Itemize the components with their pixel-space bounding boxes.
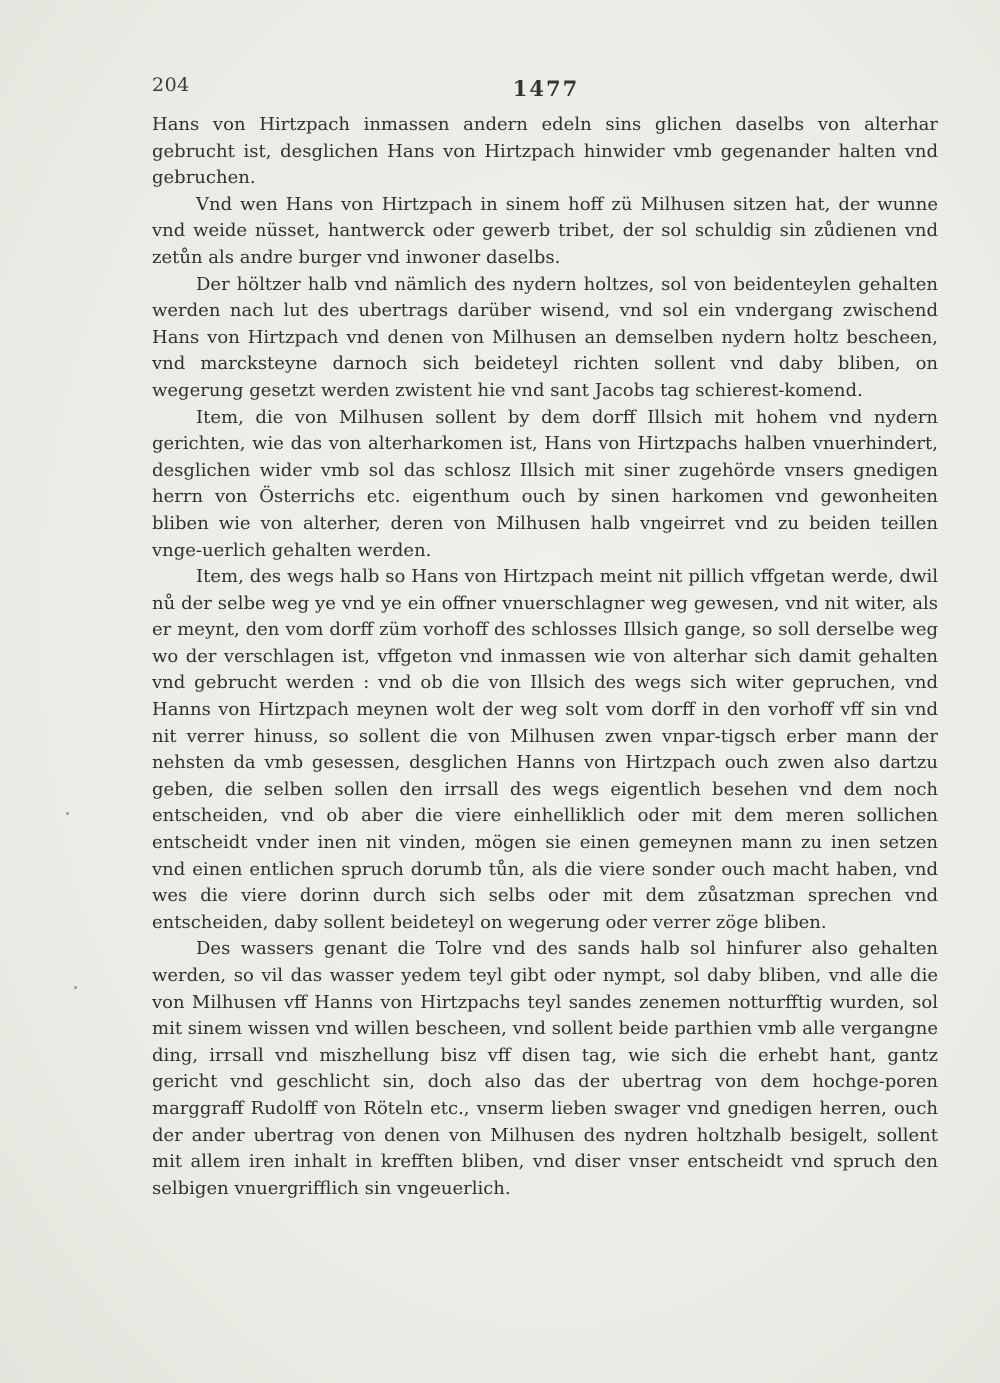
paragraph: Item, des wegs halb so Hans von Hirtzpach meint nit pillich vffgetan werde, dwil nů der selbe weg ye vnd ye ein offner vnuerschlagner weg gewesen, vnd nit witer, als er meynt, den vom dorff züm vorhoff des schlosses Illsich gange, so soll derselbe weg wo der verschlagen ist, vffgeton vnd inmassen wie von alterhar sich damit gehalten vnd gebrucht werden : vnd ob die von Illsich des wegs sich witer gepruchen, vnd Hanns von Hirtzpach meynen wolt der weg solt vom dorff in den vorhoff vff sin vnd nit verrer hinuss, so sollent die von Milhusen zwen vnpar-tigsch erber mann der nehsten da vmb gesessen, desglichen Hanns von Hirtzpach ouch zwen also dartzu geben, die selben sollen den irrsall des wegs eigentlich besehen vnd dem noch entscheiden, vnd ob aber die viere einhelliklich oder mit dem meren sollichen entscheidt vnder inen nit vinden, mögen sie einen gemeynen mann zu inen setzen vnd einen entlichen spruch dorumb tůn, als die viere sonder ouch macht haben, vnd wes die viere dorinn durch sich selbs oder mit dem zůsatzman sprechen vnd entscheiden, daby sollent beideteyl on wegerung oder verrer zöge bliben. <box>152 566 938 933</box>
body-text <box>152 112 938 1202</box>
paragraph-continuation: Hans von Hirtzpach inmassen andern edeln sins glichen daselbs von alterhar gebrucht ist, desglichen Hans von Hirtzpach hinwider vmb gegenander halten vnd gebruchen. <box>152 114 938 189</box>
paragraph: Der höltzer halb vnd nämlich des nydern holtzes, sol von beidenteylen gehalten werden nach lut des ubertrags darüber wisend, vnd sol ein vndergang zwischend Hans von Hirtzpach vnd denen von Milhusen an demselben nydern holtz bescheen, vnd marcksteyne darnoch sich beideteyl richten sollent vnd daby bliben, on wegerung gesetzt werden zwistent hie vnd sant Jacobs tag schierest-komend. <box>152 273 938 401</box>
paragraph: Item, die von Milhusen sollent by dem dorff Illsich mit hohem vnd nydern gerichten, wie das von alterharkomen ist, Hans von Hirtzpachs halben vnuerhindert, desglichen wider vmb sol das schlosz Illsich mit siner zugehörde vnsers gnedigen herrn von Österrichs etc. eigenthum ouch by sinen harkomen vnd gewonheiten bliben wie von alterher, deren von Milhusen halb vngeirret vnd zu beiden teillen vnge-uerlich gehalten werden. <box>152 406 938 561</box>
paragraph: Vnd wen Hans von Hirtzpach in sinem hoff zü Milhusen sitzen hat, der wunne vnd weide nüsset, hantwerck oder gewerb tribet, der sol schuldig sin zůdienen vnd zetůn als andre burger vnd inwoner daselbs. <box>152 193 938 268</box>
paper-speck <box>66 812 69 815</box>
year-heading: 1477 <box>512 76 580 101</box>
page-number: 204 <box>152 74 190 96</box>
paragraph: Des wassers genant die Tolre vnd des sands halb sol hinfurer also gehalten werden, so vil das wasser yedem teyl gibt oder nympt, sol daby bliben, vnd alle die von Milhusen vff Hanns von Hirtzpachs teyl sandes zenemen notturfftig wurden, sol mit sinem wissen vnd willen bescheen, vnd sollent beide parthien vmb alle vergangne ding, irrsall vnd miszhellung bisz vff disen tag, wie sich die erhebt hant, gantz gericht vnd geschlicht sin, doch also das der ubertrag von dem hochge-poren marggraff Rudolff von Röteln etc., vnserm lieben swager vnd gnedigen herren, ouch der ander ubertrag von denen von Milhusen des nydren holtzhalb besigelt, sollent mit allem iren inhalt in krefften bliben, vnd diser vnser entscheidt vnd spruch den selbigen vnuergrifflich sin vngeuerlich. <box>152 938 938 1199</box>
paper-speck <box>74 986 77 989</box>
